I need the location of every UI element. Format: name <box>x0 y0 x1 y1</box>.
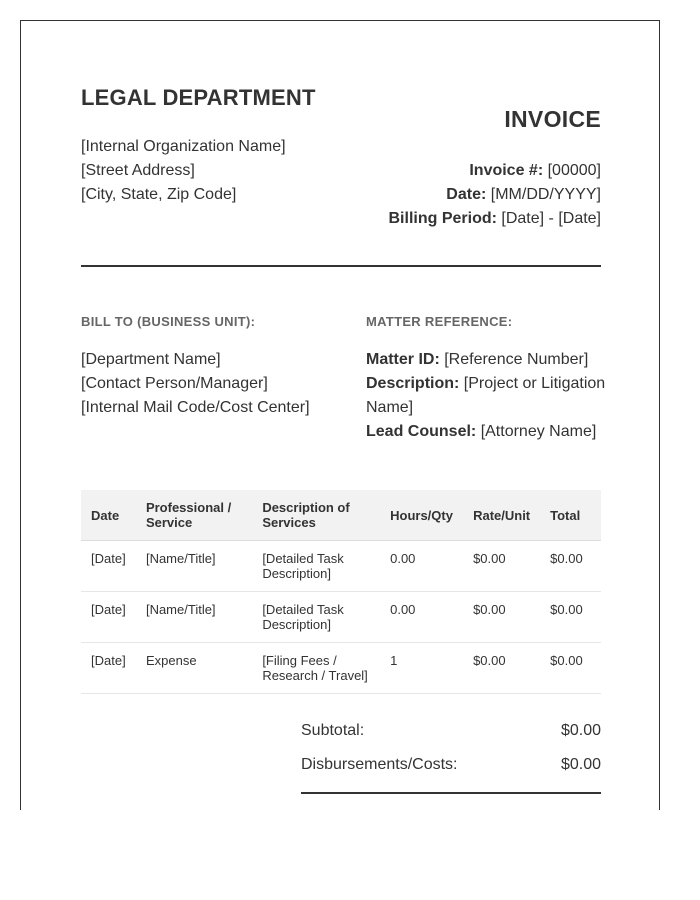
header-date: Date <box>81 490 136 541</box>
invoice-number-value: [00000] <box>547 162 601 179</box>
cell-hours: 0.00 <box>380 592 463 643</box>
cell-rate: $0.00 <box>463 592 540 643</box>
bill-to-details <box>81 348 310 420</box>
invoice-meta <box>389 159 602 231</box>
invoice-date-label: Date: <box>446 186 487 203</box>
table-row <box>81 541 601 592</box>
subtotal-label: Subtotal: <box>301 722 365 739</box>
disbursements-row <box>301 753 601 787</box>
matter-details <box>366 348 606 444</box>
disbursements-label: Disbursements/Costs: <box>301 756 458 773</box>
organization-address <box>81 135 286 207</box>
cell-description: [Detailed Task Description] <box>252 592 380 643</box>
invoice-date <box>389 183 602 207</box>
cell-date: [Date] <box>81 541 136 592</box>
matter-description-label: Description: <box>366 375 460 392</box>
cell-total: $0.00 <box>540 643 601 694</box>
matter-id <box>366 348 606 372</box>
department-title: LEGAL DEPARTMENT <box>81 85 316 110</box>
matter-description-value: [Project or Litigation Name] <box>366 375 606 416</box>
matter-id-label: Matter ID: <box>366 351 440 368</box>
cell-rate: $0.00 <box>463 643 540 694</box>
organization-name: [Internal Organization Name] <box>81 138 286 155</box>
lead-counsel-value: [Attorney Name] <box>480 423 597 440</box>
matter-reference-label: MATTER REFERENCE: <box>366 314 513 329</box>
table-header <box>81 490 601 541</box>
street-address: [Street Address] <box>81 162 195 179</box>
cell-date: [Date] <box>81 592 136 643</box>
lead-counsel <box>366 420 606 444</box>
disbursements-value: $0.00 <box>560 756 601 773</box>
cell-description: [Filing Fees / Research / Travel] <box>252 643 380 694</box>
city-state-zip: [City, State, Zip Code] <box>81 186 237 203</box>
cell-rate: $0.00 <box>463 541 540 592</box>
cell-hours: 0.00 <box>380 541 463 592</box>
header-total: Total <box>540 490 601 541</box>
cell-professional: [Name/Title] <box>136 541 252 592</box>
billing-period-value: [Date] - [Date] <box>501 210 601 227</box>
header-hours: Hours/Qty <box>380 490 463 541</box>
services-table <box>81 490 601 694</box>
matter-id-value: [Reference Number] <box>444 351 589 368</box>
cell-hours: 1 <box>380 643 463 694</box>
cell-date: [Date] <box>81 643 136 694</box>
table-header-row <box>81 490 601 541</box>
table-row <box>81 643 601 694</box>
lead-counsel-label: Lead Counsel: <box>366 423 477 440</box>
cell-total: $0.00 <box>540 592 601 643</box>
table-row <box>81 592 601 643</box>
cell-professional: Expense <box>136 643 252 694</box>
invoice-title: INVOICE <box>504 106 601 132</box>
billing-period <box>389 207 602 231</box>
header-rate: Rate/Unit <box>463 490 540 541</box>
invoice-number <box>389 159 602 183</box>
bill-to-label: BILL TO (BUSINESS UNIT): <box>81 314 256 329</box>
totals-divider <box>301 792 601 794</box>
contact-person: [Contact Person/Manager] <box>81 375 268 392</box>
cell-professional: [Name/Title] <box>136 592 252 643</box>
mail-code-cost-center: [Internal Mail Code/Cost Center] <box>81 399 310 416</box>
header-professional: Professional / Service <box>136 490 252 541</box>
totals-section <box>301 719 601 787</box>
department-name: [Department Name] <box>81 351 221 368</box>
matter-description <box>366 372 606 420</box>
invoice-page <box>20 20 660 810</box>
table-body <box>81 541 601 694</box>
header-divider <box>81 265 601 267</box>
header-description: Description of Services <box>252 490 380 541</box>
billing-period-label: Billing Period: <box>388 210 497 227</box>
invoice-date-value: [MM/DD/YYYY] <box>490 186 601 203</box>
cell-total: $0.00 <box>540 541 601 592</box>
invoice-number-label: Invoice #: <box>469 162 544 179</box>
cell-description: [Detailed Task Description] <box>252 541 380 592</box>
subtotal-row <box>301 719 601 753</box>
subtotal-value: $0.00 <box>560 722 601 739</box>
